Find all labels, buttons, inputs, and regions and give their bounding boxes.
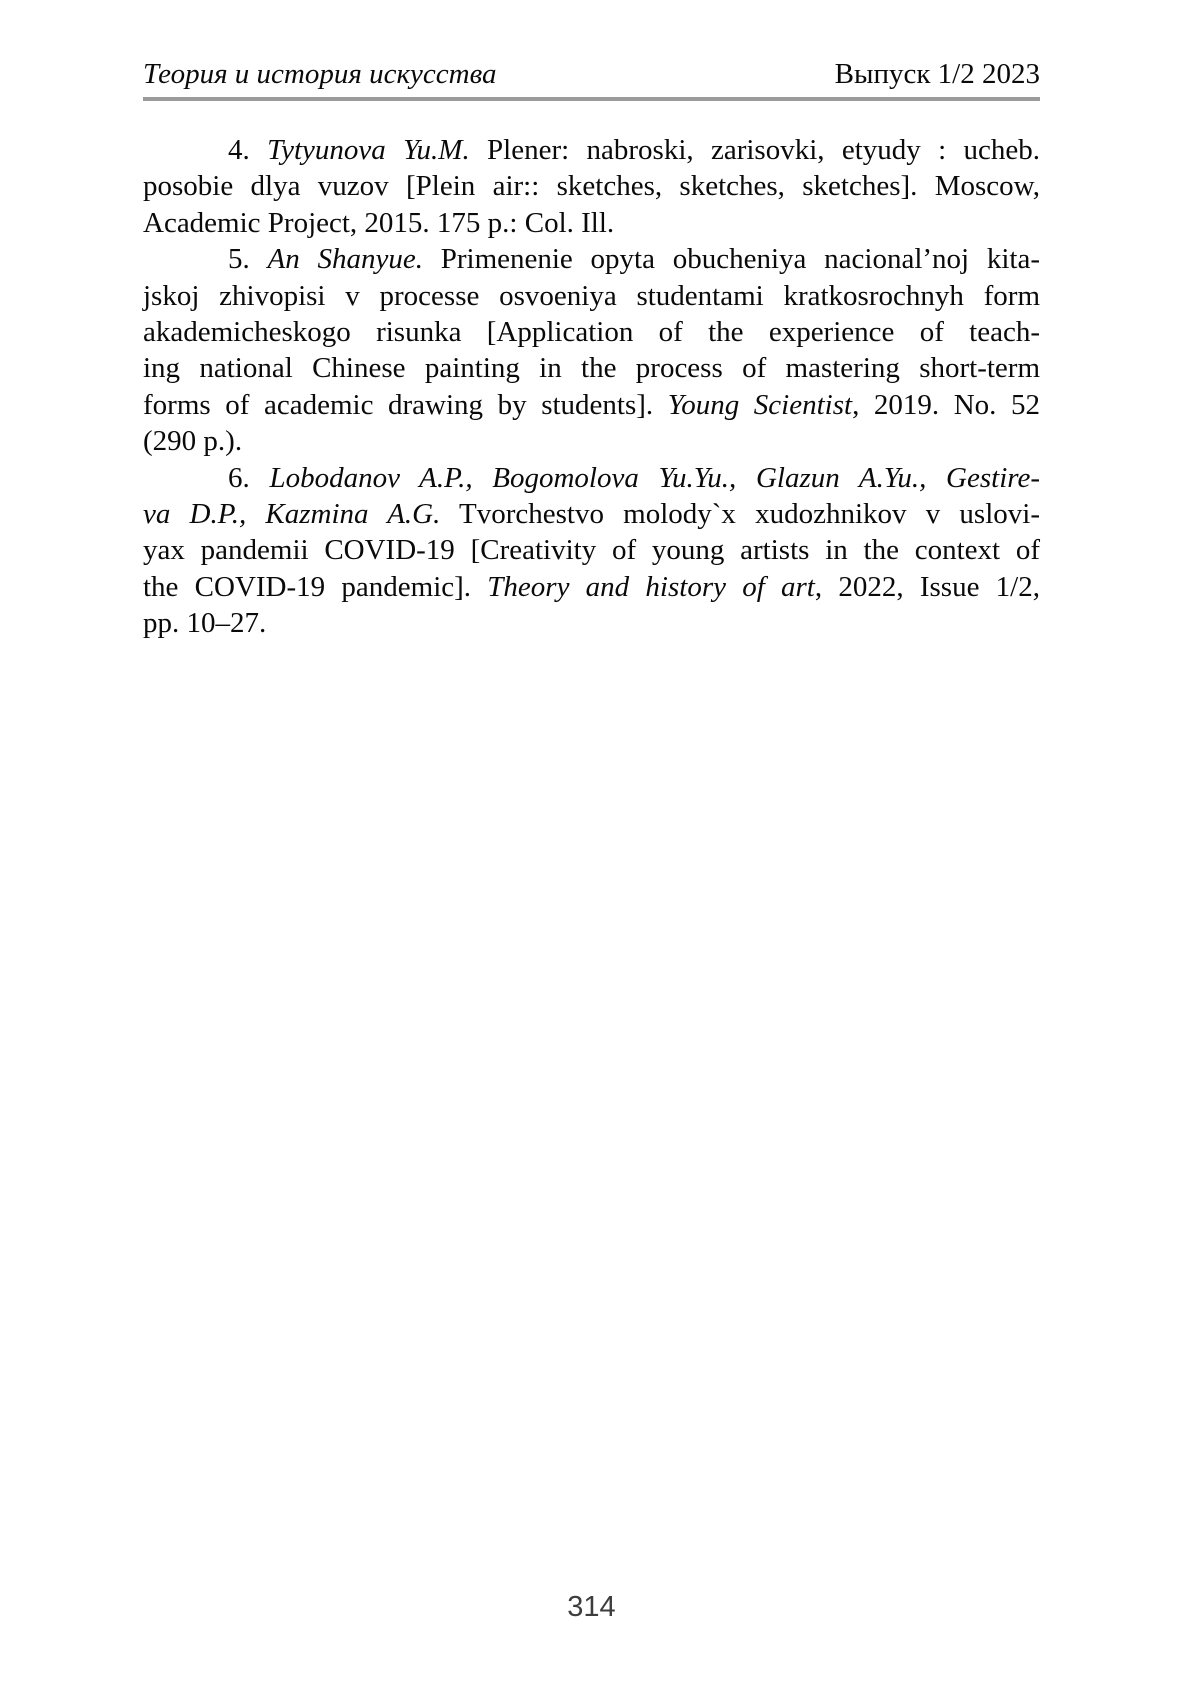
reference-line (143, 605, 1040, 641)
reference-text: ing national Chinese painting in the process of mastering short-term (143, 352, 1040, 385)
reference-italic-text: Theory and history of art (487, 570, 815, 603)
reference-text: forms of academic drawing by students]. (143, 388, 668, 421)
reference-item (143, 132, 1040, 241)
reference-text: jskoj zhivopisi v processe osvoeniya studentami kratkosrochnyh form (143, 279, 1040, 312)
page-footer (143, 1589, 1040, 1625)
reference-line (143, 387, 1040, 423)
reference-text: pp. 10–27. (143, 607, 267, 640)
reference-text: 6. (228, 461, 270, 494)
reference-text: yax pandemii COVID-19 [Creativity of young artists in the context of (143, 534, 1040, 567)
reference-text: the COVID-19 pandemic]. (143, 570, 488, 603)
reference-italic-text: Lobodanov A.P., Bogomolova Yu.Yu., Glazun A.Yu., Gestire- (269, 461, 1040, 494)
reference-italic-text: An Shanyue. (267, 243, 423, 276)
reference-line (143, 423, 1040, 459)
header-rule (143, 97, 1040, 101)
issue-label: Выпуск 1/2 2023 (834, 58, 1040, 90)
reference-text: , 2019. No. 52 (852, 388, 1040, 421)
reference-italic-text: Young Scientist (667, 388, 853, 421)
reference-text: Academic Project, 2015. 175 p.: Col. Ill. (143, 206, 615, 239)
reference-line (143, 569, 1040, 605)
reference-italic-text: va D.P., Kazmina A.G. (143, 498, 441, 531)
reference-line (143, 132, 1040, 168)
reference-item (143, 460, 1040, 642)
reference-line (143, 460, 1040, 496)
reference-text: , 2022, Issue 1/2, (814, 570, 1040, 603)
reference-text: Plener: nabroski, zarisovki, etyudy : ucheb. (469, 134, 1041, 166)
reference-line (143, 278, 1040, 314)
reference-line (143, 532, 1040, 568)
reference-text: 4. (228, 134, 268, 166)
page-number: 314 (567, 1591, 616, 1623)
references-list (143, 132, 1040, 642)
reference-line (143, 314, 1040, 350)
reference-text: 5. (228, 243, 268, 276)
running-header (143, 56, 1040, 92)
reference-line (143, 241, 1040, 277)
reference-text: akademicheskogo risunka [Application of the experience of teach- (143, 316, 1040, 349)
reference-line (143, 205, 1040, 241)
journal-title: Теория и история искусства (143, 58, 497, 90)
page-content (143, 56, 1040, 642)
reference-line (143, 350, 1040, 386)
reference-italic-text: Tytyunova Yu.M. (267, 134, 470, 166)
reference-text: (290 p.). (143, 425, 243, 458)
reference-line (143, 168, 1040, 204)
reference-item (143, 241, 1040, 459)
reference-text: posobie dlya vuzov [Plein air:: sketches, sketches, sketches]. Moscow, (143, 170, 1040, 203)
reference-line (143, 496, 1040, 532)
reference-text: Primenenie opyta obucheniya nacional’noj kita- (422, 243, 1041, 276)
reference-text: Tvorchestvo molody`x xudozhnikov v uslovi- (440, 498, 1040, 531)
